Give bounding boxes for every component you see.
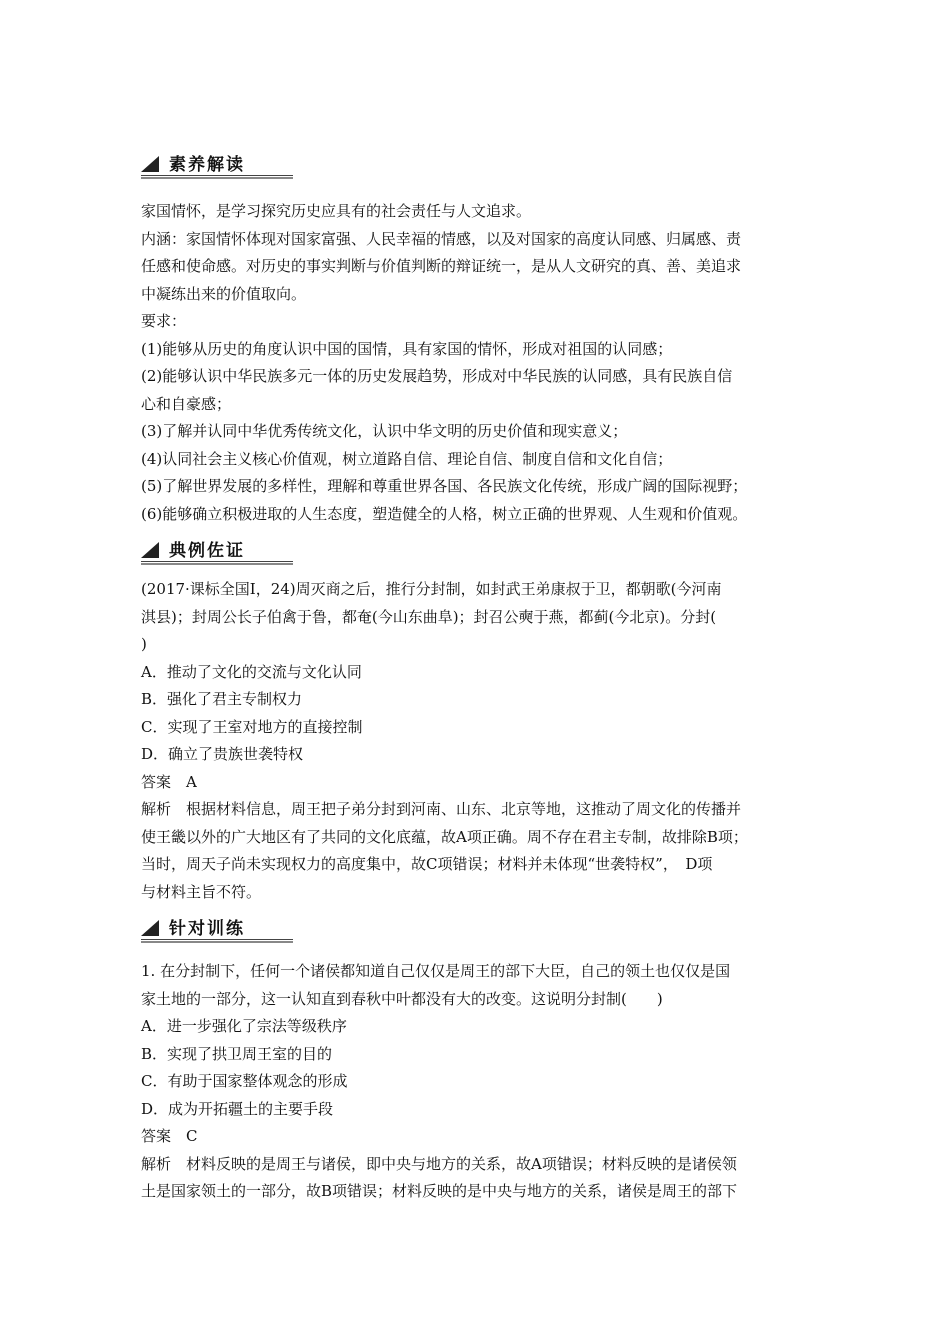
paragraph-line: (3)了解并认同中华优秀传统文化，认识中华文明的历史价值和现实意义； [141, 422, 628, 440]
explanation-line: 与材料主旨不符。 [141, 882, 262, 901]
paragraph-line: 要求： [141, 312, 187, 330]
paragraph-line: (4)认同社会主义核心价值观，树立道路自信、理论自信、制度自信和文化自信； [141, 449, 673, 468]
option-a: A．推动了文化的交流与文化认同 [141, 662, 362, 681]
question-stem: 淇县)；封周公长子伯禽于鲁，都奄(今山东曲阜)；封召公奭于燕，都蓟(今北京)。分封( [141, 607, 717, 626]
option-a: A．进一步强化了宗法等级秩序 [141, 1017, 347, 1035]
paragraph-line: (5)了解世界发展的多样性，理解和尊重世界各国、各民族文化传统，形成广阔的国际视野； [141, 477, 748, 495]
section-title: 素养解读 [169, 155, 245, 175]
explanation-line: 解析 材料反映的是周王与诸侯，即中央与地方的关系，故A项错误；材料反映的是诸侯领 [141, 1154, 737, 1173]
paragraph-line: (6)能够确立积极进取的人生态度，塑造健全的人格，树立正确的世界观、人生观和价值观。 [141, 504, 748, 523]
explanation-line: 解析 根据材料信息，周王把子弟分封到河南、山东、北京等地，这推动了周文化的传播并 [141, 800, 742, 818]
triangle-marker-icon [141, 542, 159, 558]
section-body-training [141, 958, 813, 1206]
option-b: B．实现了拱卫周王室的目的 [141, 1044, 333, 1063]
document-page [141, 150, 813, 1206]
section-heading-literacy [141, 150, 813, 184]
option-c: C．有助于国家整体观念的形成 [141, 1072, 348, 1090]
heading-underline-shadow [141, 563, 293, 565]
section-body-example [141, 576, 813, 906]
section-heading-training [141, 914, 813, 948]
question-stem: 1. 在分封制下，任何一个诸侯都知道自己仅仅是周王的部下大臣，自己的领土也仅仅是国 [141, 962, 731, 980]
paragraph-line: 任感和使命感。对历史的事实判断与价值判断的辩证统一，是从人文研究的真、善、美追求 [141, 257, 742, 275]
paragraph-line: (2)能够认识中华民族多元一体的历史发展趋势，形成对中华民族的认同感，具有民族自信 [141, 367, 733, 385]
paragraph-line: (1)能够从历史的角度认识中国的国情，具有家国的情怀，形成对祖国的认同感； [141, 339, 673, 358]
explanation-line: 当时，周天子尚未实现权力的高度集中，故C项错误；材料并未体现“世袭特权”， D项 [141, 855, 713, 873]
explanation-line: 土是国家领土的一部分，故B项错误；材料反映的是中央与地方的关系，诸侯是周王的部下 [141, 1182, 738, 1200]
paragraph-line: 中凝练出来的价值取向。 [141, 284, 307, 303]
option-b: B．强化了君主专制权力 [141, 690, 303, 708]
option-d: D．成为开拓疆土的主要手段 [141, 1099, 334, 1118]
heading-underline-shadow [141, 941, 293, 943]
heading-underline [141, 175, 293, 176]
question-stem: (2017·课标全国Ⅰ，24)周灭商之后，推行分封制，如封武王弟康叔于卫，都朝歌(今河南 [141, 580, 722, 598]
question-stem: 家土地的一部分，这一认知直到春秋中叶都没有大的改变。这说明分封制( ) [141, 989, 663, 1008]
paragraph-line: 内涵：家国情怀体现对国家富强、人民幸福的情感，以及对国家的高度认同感、归属感、责 [141, 229, 742, 248]
triangle-marker-icon [141, 920, 159, 936]
option-d: D．确立了贵族世袭特权 [141, 745, 304, 763]
paragraph-line: 心和自豪感； [141, 394, 232, 413]
heading-underline [141, 561, 293, 562]
section-body-literacy [141, 198, 813, 528]
question-stem: ) [141, 635, 147, 653]
triangle-marker-icon [141, 156, 159, 172]
section-heading-example [141, 536, 813, 570]
section-title: 典例佐证 [169, 541, 245, 561]
answer: 答案 A [141, 772, 197, 791]
option-c: C．实现了王室对地方的直接控制 [141, 717, 363, 736]
heading-underline [141, 939, 293, 940]
answer: 答案 C [141, 1127, 198, 1145]
heading-underline-shadow [141, 177, 293, 179]
paragraph-line: 家国情怀，是学习探究历史应具有的社会责任与人文追求。 [141, 202, 532, 220]
explanation-line: 使王畿以外的广大地区有了共同的文化底蕴，故A项正确。周不存在君主专制，故排除B项； [141, 827, 748, 846]
section-title: 针对训练 [169, 919, 245, 939]
